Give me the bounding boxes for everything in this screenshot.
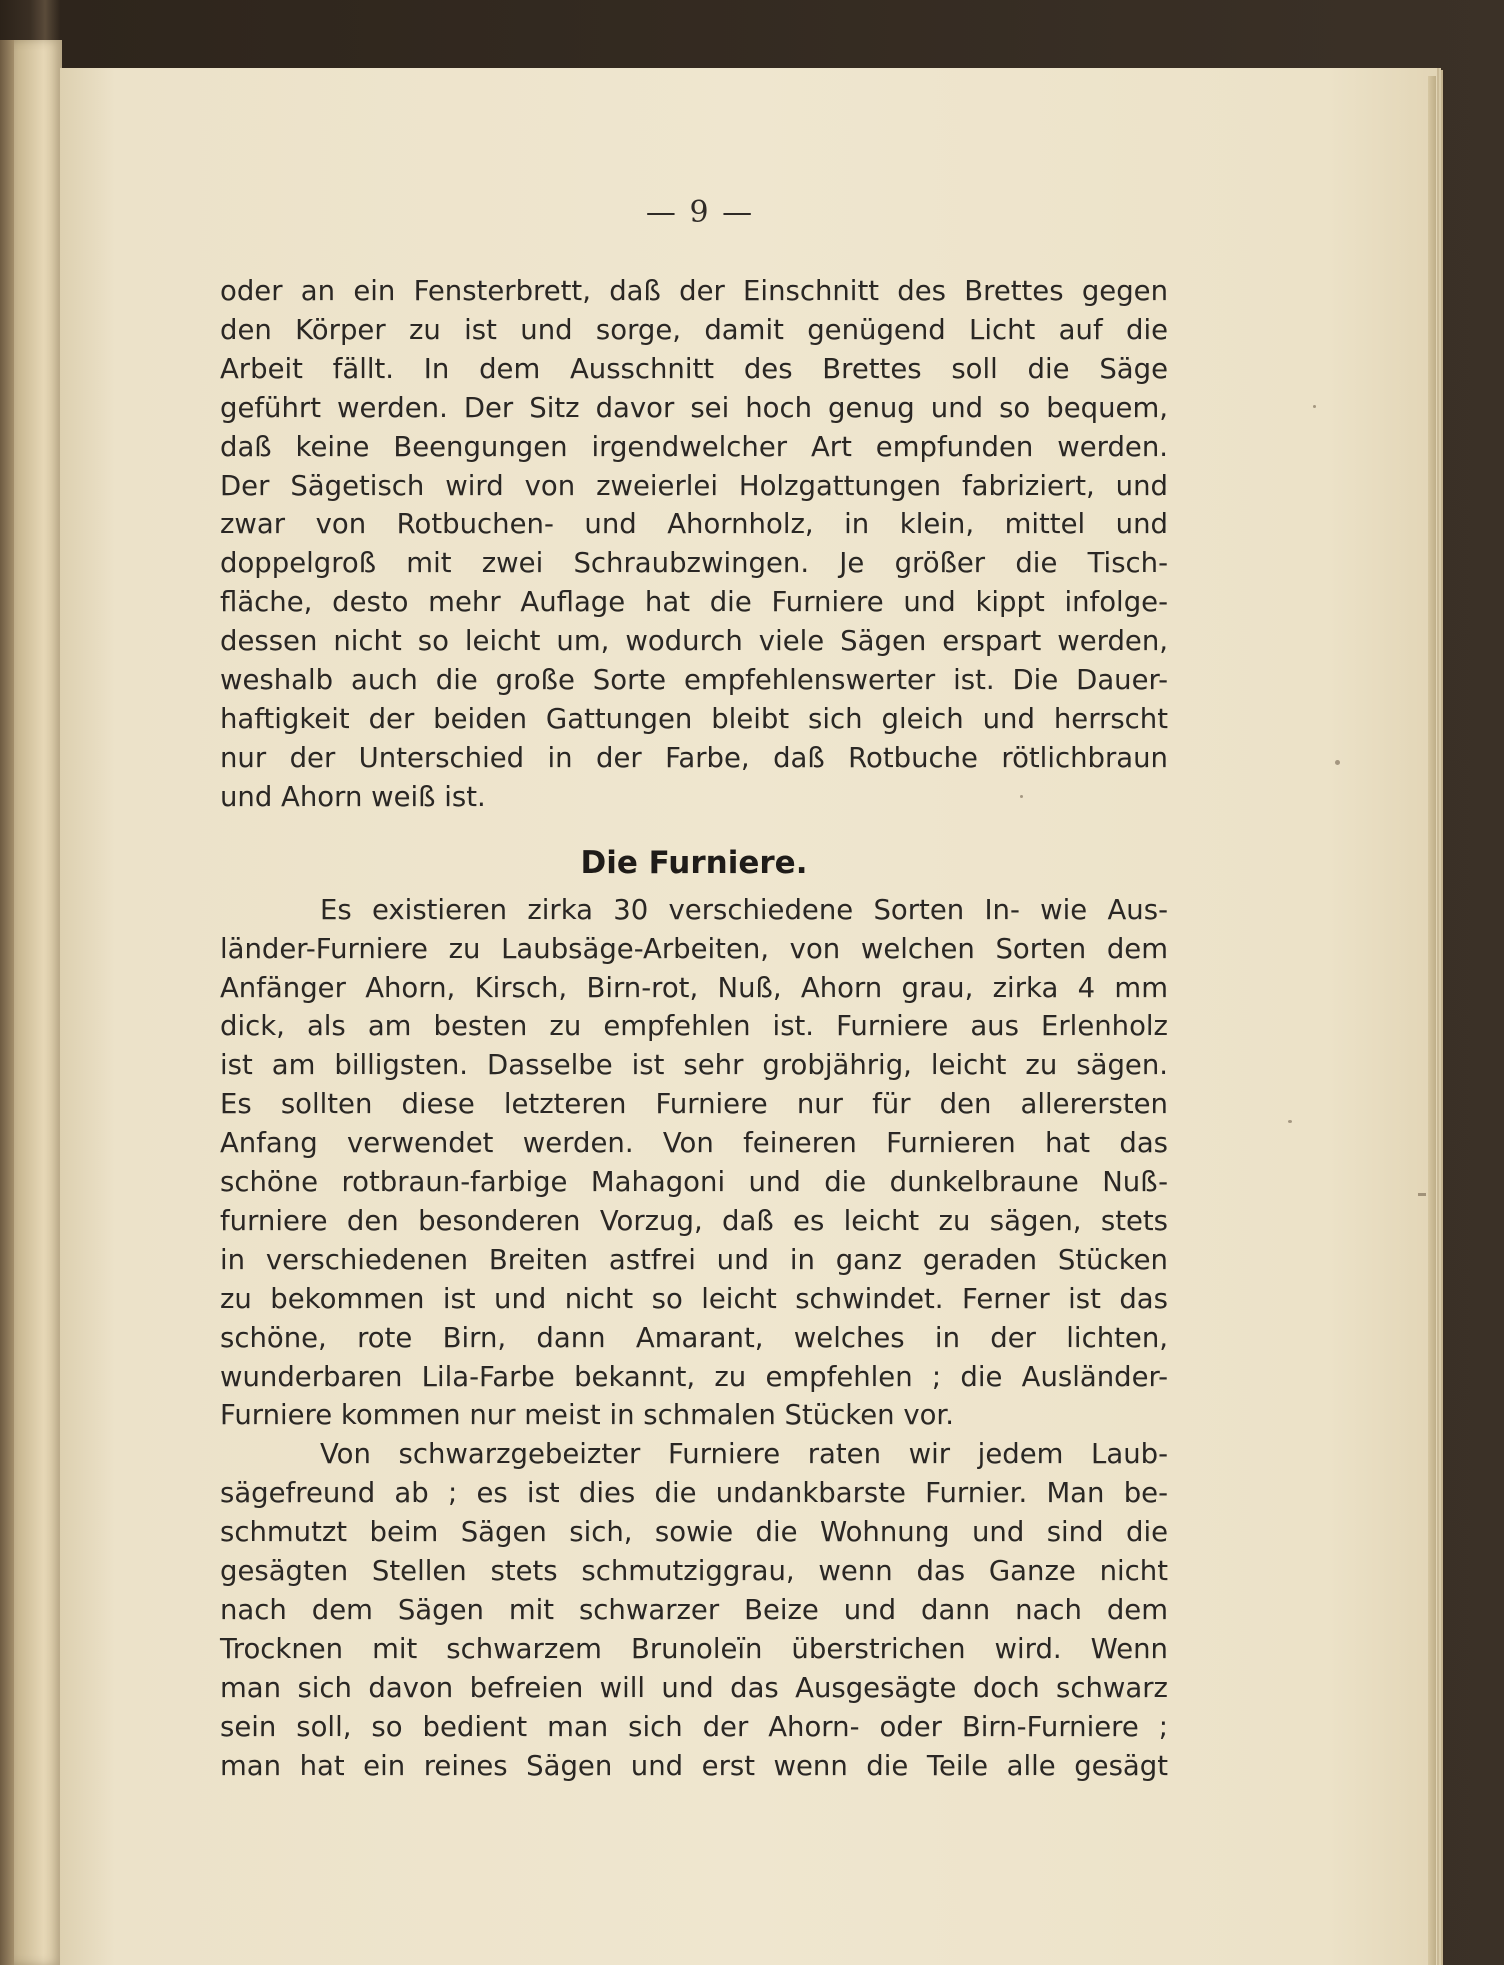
text-line: zu bekommen ist und nicht so leicht schwindet. Ferner ist das [220,1282,1168,1315]
paper-speck [1288,1120,1292,1123]
text-line: schöne rotbraun-farbige Mahagoni und die dunkelbraune Nuß- [220,1166,1168,1199]
text-line: sein soll, so bedient man sich der Ahorn- oder Birn-Furniere ; [220,1710,1168,1743]
text-line: Arbeit fällt. In dem Ausschnitt des Brettes soll die Säge [220,352,1168,385]
text-line: Der Sägetisch wird von zweierlei Holzgattungen fabriziert, und [220,469,1168,502]
text-line: furniere den besonderen Vorzug, daß es leicht zu sägen, stets [220,1204,1168,1237]
text-line: nach dem Sägen mit schwarzer Beize und dann nach dem [220,1594,1168,1626]
text-line: sägefreund ab ; es ist dies die undankbarste Furnier. Man be- [220,1477,1168,1510]
paper-speck [1418,1193,1426,1196]
text-line: Es sollten diese letzteren Furniere nur für den allerersten [220,1088,1168,1121]
text-line: Anfang verwendet werden. Von feineren Furnieren hat das [220,1127,1168,1160]
book-spine-edge [0,40,14,1965]
text-line: ist am billigsten. Dasselbe ist sehr grobjährig, leicht zu sägen. [220,1049,1168,1082]
paragraph-sawing-table [220,272,1168,817]
paper-speck [1313,405,1316,408]
text-line: wunderbaren Lila-Farbe bekannt, zu empfehlen ; die Ausländer- [220,1360,1168,1393]
text-line: nur der Unterschied in der Farbe, daß Rotbuche rötlichbraun [220,741,1168,774]
page-stack-edge [1428,76,1436,1965]
text-line: haftigkeit der beiden Gattungen bleibt sich gleich und herrscht [220,702,1168,735]
text-line: Von schwarzgebeizter Furniere raten wir jedem Laub- [320,1438,1168,1471]
text-line: gesägten Stellen stets schmutziggrau, wenn das Ganze nicht [220,1555,1168,1588]
paragraph-black-veneer [220,1435,1168,1785]
text-line: Es existieren zirka 30 verschiedene Sorten In- wie Aus- [320,893,1168,926]
paper-speck [1020,795,1023,798]
text-line: fläche, desto mehr Auflage hat die Furniere und kippt infolge- [220,586,1168,619]
text-line: schmutzt beim Sägen sich, sowie die Wohnung und sind die [220,1516,1168,1549]
text-line: daß keine Beengungen irgendwelcher Art empfunden werden. [220,430,1168,463]
text-line: in verschiedenen Breiten astfrei und in ganz geraden Stücken [220,1243,1168,1276]
text-line: den Körper zu ist und sorge, damit genügend Licht auf die [220,313,1168,346]
text-line: dick, als am besten zu empfehlen ist. Furniere aus Erlenholz [220,1010,1168,1043]
text-line: man hat ein reines Sägen und erst wenn die Teile alle gesägt [220,1749,1168,1782]
paragraph-veneer-types [220,891,1168,1436]
text-line: oder an ein Fensterbrett, daß der Einschnitt des Brettes gegen [220,275,1168,307]
text-line: Anfänger Ahorn, Kirsch, Birn-rot, Nuß, Ahorn grau, zirka 4 mm [220,971,1168,1004]
text-line: schöne, rote Birn, dann Amarant, welches in der lichten, [220,1321,1168,1354]
text-line: und Ahorn weiß ist. [220,780,486,813]
text-line: länder-Furniere zu Laubsäge-Arbeiten, von welchen Sorten dem [220,932,1168,965]
text-line: Furniere kommen nur meist in schmalen Stücken vor. [220,1399,954,1432]
text-line: Trocknen mit schwarzem Brunoleïn überstrichen wird. Wenn [220,1632,1168,1665]
text-line: doppelgroß mit zwei Schraubzwingen. Je größer die Tisch- [220,547,1168,580]
paper-speck [1335,760,1340,765]
text-line: dessen nicht so leicht um, wodurch viele Sägen erspart werden, [220,625,1168,658]
text-line: weshalb auch die große Sorte empfehlenswerter ist. Die Dauer- [220,664,1168,697]
section-heading: Die Furniere. [580,844,808,881]
page-body [220,272,1168,1786]
text-line: geführt werden. Der Sitz davor sei hoch genug und so bequem, [220,391,1168,424]
text-line: zwar von Rotbuchen- und Ahornholz, in klein, mittel und [220,508,1168,541]
text-line: man sich davon befreien will und das Ausgesägte doch schwarz [220,1671,1168,1704]
page-number: — 9 — [645,195,755,230]
